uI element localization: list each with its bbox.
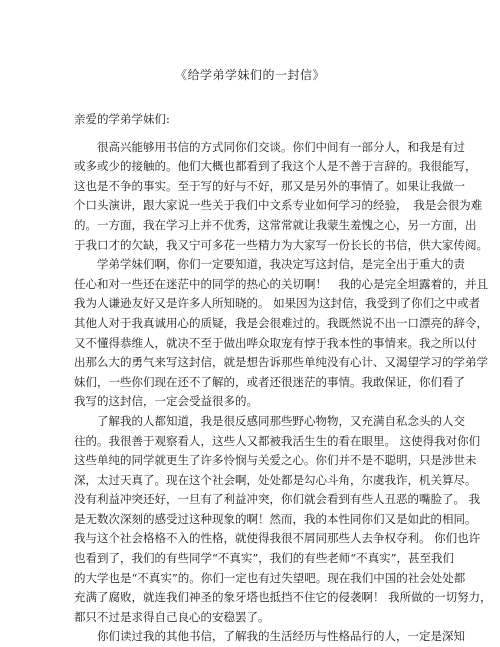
- paragraph-line: 往的。我很善于观察看人，这些人又都被我活生生的看在眼里。 这使得我对你们: [74, 433, 481, 448]
- paragraph-line: 没有利益冲突还好，一旦有了利益冲突，你们就会看到有些人丑恶的嘴脸了。 我: [74, 492, 481, 507]
- paragraph-line: 的。一方面，我在学习上并不优秀，这常常就让我蒙生羞愧之心，另一方面，出: [74, 217, 477, 232]
- spacer: [74, 130, 438, 138]
- paragraph-line: 于我口才的欠缺，我又宁可多花一些精力为大家写一份长长的书信，供大家传阅。: [74, 237, 488, 252]
- paragraph-line: 这些单纯的同学就更生了许多怜悯与关爱之心。你们并不是不聪明，只是涉世未: [74, 453, 477, 468]
- paragraph-line: 也看到了，我们的有些同学“不真实”，我们的有些老师“不真实”，甚至我们: [74, 551, 455, 566]
- letter-title: 《给学弟学妹们的一封信》: [174, 68, 325, 82]
- paragraph: [74, 627, 465, 647]
- paragraph-line: 你们读过我的其他书信，了解我的生活经历与性格品行的人，一定是深知: [74, 629, 465, 644]
- salutation: 亲爱的学弟学妹们:: [74, 112, 170, 126]
- paragraph-line: 个口头演讲，跟大家说一些关于我们中文系专业如何学习的经验， 我是会很为难: [74, 198, 483, 213]
- paragraph-line: 学弟学妹们啊，你们一定要知道，我决定写这封信，是完全出于重大的责: [74, 257, 465, 272]
- paragraph-line: 充满了腐败，就连我们神圣的象牙塔也抵挡不住它的侵袭啊！ 我所做的一切努力，: [74, 590, 492, 605]
- paragraph-line: 又不懂得恭维人，就决不至于做出哗众取宠有悖于我本性的事情来。我之所以付: [74, 335, 477, 350]
- paragraph-line: 其他人对于我真诚用心的质疑，我是会很难过的。我既然说不出一口漂亮的辞令，: [74, 315, 488, 330]
- paragraph-line: 了解我的人都知道，我是很反感同那些野心物物，又充满自私念头的人交: [74, 413, 465, 428]
- paragraph-line: 这也是不争的事实。至于写的好与不好，那又是另外的事情了。如果让我做一: [74, 178, 465, 193]
- paragraph-line: 是无数次深刻的感受过这种现象的啊！然而，我的本性同你们又是如此的相同。: [74, 511, 477, 526]
- paragraph-line: 出那么大的勇气来写这封信，就是想告诉那些单纯没有心计、又渴望学习的学弟学: [74, 355, 488, 370]
- paragraph: [74, 255, 488, 412]
- paragraph-line: 任心和对一些还在迷茫中的同学的热心的关切啊！ 我的心是完全坦露着的，并且: [74, 276, 488, 291]
- paragraph-line: 我与这个社会格格不入的性格，就使得我很不屑同那些人去争权夺利。 你们也许: [74, 531, 481, 546]
- paragraph-line: 妹们，一些你们现在还不了解的，或者还很迷茫的事情。我敢保证，你们看了: [74, 374, 465, 389]
- paragraph-line: 的大学也是“不真实”的。你们一定也有过失望吧。现在我们中国的社会处处都: [74, 570, 466, 585]
- paragraph: [74, 412, 492, 628]
- paragraph-line: 很高兴能够用书信的方式同你们交谈。你们中间有一部分人，和我是有过: [74, 139, 465, 154]
- paragraph: [74, 138, 488, 256]
- paragraph-line: 深，太过天真了。现在这个社会啊，处处都是勾心斗角，尔虞我诈，机关算尽。: [74, 472, 477, 487]
- paragraph-line: 都只不过是求得自己良心的安稳罢了。: [74, 609, 270, 624]
- paragraph-line: 我为人谦逊友好又是许多人所知晓的。 如果因为这封信，我受到了你们之中或者: [74, 296, 481, 311]
- letter-body: [74, 110, 492, 647]
- paragraph-line: 我写的这封信，一定会受益很多的。: [74, 394, 258, 409]
- paragraph-line: 或多或少的接触的。他们大概也都看到了我这个人是不善于言辞的。我很能写，: [74, 159, 477, 174]
